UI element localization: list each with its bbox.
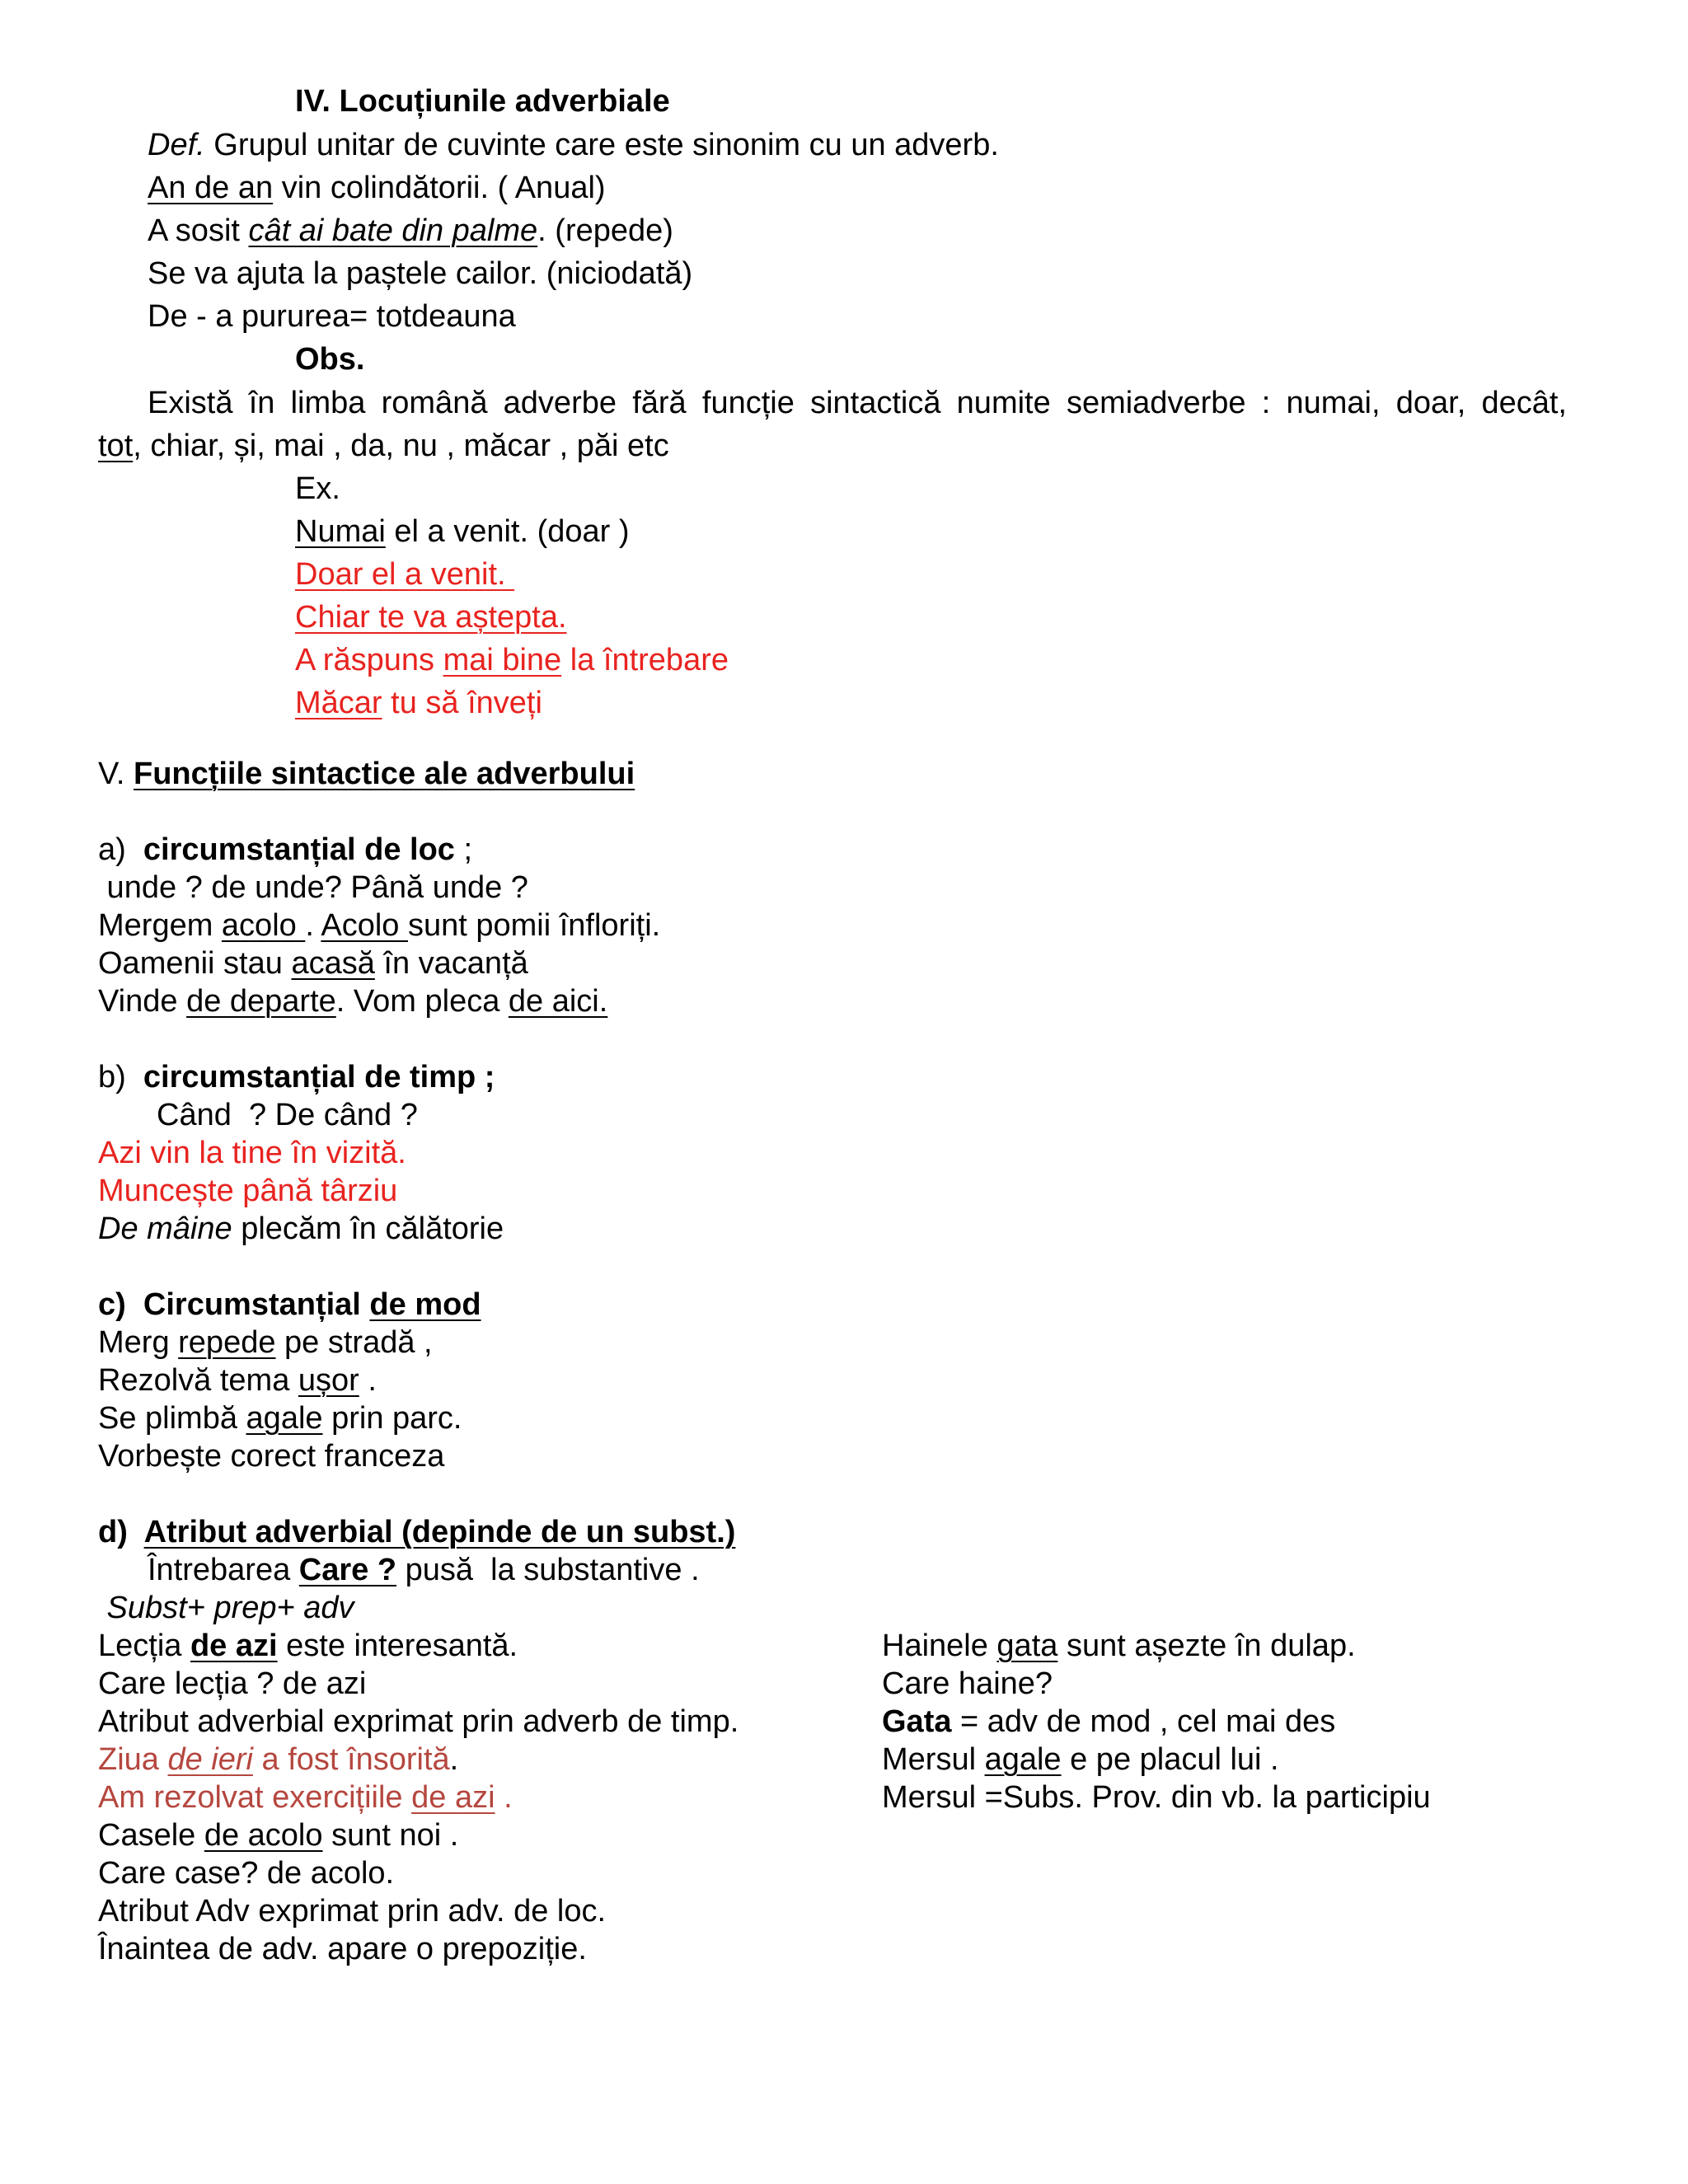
section-number: V. [98, 757, 134, 791]
adverb: de azi [411, 1780, 495, 1815]
d-left-line-4 [98, 1744, 458, 1775]
semiadverb-tot: tot [98, 429, 134, 463]
adverb: de acolo [204, 1818, 323, 1853]
subsection-b-questions: Când ? De când ? [157, 1098, 418, 1132]
text: Ziua [98, 1742, 168, 1777]
text: sunt noi . [322, 1818, 459, 1853]
subsection-c-heading [98, 1289, 481, 1320]
d-right-line-3 [882, 1706, 1335, 1737]
text: Se plimbă [98, 1401, 246, 1436]
adverb: ușor [298, 1363, 359, 1398]
text: plecăm în călătorie [232, 1212, 504, 1246]
semiadverb-example-5 [295, 687, 542, 719]
subsection-d-heading [98, 1516, 735, 1548]
subsection-title: circumstanțial de timp ; [143, 1060, 495, 1094]
adverb: de aici. [508, 984, 608, 1019]
d-left-line-8: Atribut Adv exprimat prin adv. de loc. [98, 1894, 607, 1929]
text: Mergem [98, 908, 222, 943]
formula-subst: Subst [98, 1591, 187, 1625]
subsection-title: c) Circumstanțial [98, 1287, 370, 1322]
text: Întrebarea [148, 1553, 299, 1587]
example-line-2 [148, 215, 673, 246]
subsection-b-line-1: Azi vin la tine în vizită. [98, 1136, 406, 1170]
heading-suffix: ; [454, 832, 473, 867]
obs-label: Obs. [295, 342, 365, 377]
subsection-b-line-2: Muncește până târziu [98, 1174, 398, 1208]
text: Merg [98, 1325, 179, 1360]
adverb: De mâine [98, 1212, 232, 1246]
subsection-c-line-1 [98, 1327, 433, 1358]
example-line-4: De - a pururea= totdeauna [148, 299, 516, 334]
text: Casele [98, 1818, 204, 1853]
subsection-title: Atribut adverbial (depinde de un subst.) [143, 1515, 736, 1549]
text: . [495, 1780, 513, 1815]
adverb: acasă [291, 946, 375, 981]
text: = adv de mod , cel mai des [951, 1704, 1336, 1739]
subsection-b-heading [98, 1062, 495, 1093]
adverb: de ieri [167, 1742, 253, 1777]
semiadverb: Numai [295, 514, 386, 549]
text: pe stradă , [275, 1325, 433, 1360]
semiadverb: Măcar [295, 686, 382, 720]
list-marker: a) [98, 832, 143, 867]
adverb: agale [984, 1742, 1062, 1777]
subsection-d-question [148, 1554, 700, 1586]
d-right-line-1 [882, 1630, 1356, 1661]
d-left-line-5 [98, 1782, 513, 1813]
section-v-title [98, 758, 635, 790]
subsection-c-line-2 [98, 1365, 377, 1396]
definition-text: Grupul unitar de cuvinte care este sinonim cu un adverb. [204, 128, 999, 162]
adverb: repede [178, 1325, 276, 1360]
section-iv-title: IV. Locuțiunile adverbiale [295, 84, 670, 119]
example-text: . (repede) [537, 213, 673, 248]
d-left-line-9: Înaintea de adv. apare o prepoziție. [98, 1932, 587, 1966]
subsection-d-formula [98, 1592, 354, 1624]
subsection-a-line-1 [98, 910, 660, 941]
text: Oamenii stau [98, 946, 292, 981]
adverb: gata [996, 1629, 1058, 1663]
d-right-line-2: Care haine? [882, 1666, 1053, 1701]
text: prin parc. [322, 1401, 462, 1436]
adverb: de azi [190, 1629, 278, 1663]
text: în vacanță [374, 946, 528, 981]
definition-label: Def. [148, 128, 205, 162]
text: Rezolvă tema [98, 1363, 298, 1398]
semiadverb-example-1 [295, 516, 630, 547]
subsection-title: circumstanțial de loc [143, 832, 455, 867]
semiadverb-example-2: Doar el a venit. [295, 557, 515, 592]
text: sunt așezte în dulap. [1057, 1629, 1356, 1663]
d-right-line-5: Mersul =Subs. Prov. din vb. la participiu [882, 1780, 1431, 1815]
d-left-line-7: Care case? de acolo. [98, 1856, 395, 1891]
d-left-line-3: Atribut adverbial exprimat prin adverb de timp. [98, 1704, 739, 1739]
text: Am rezolvat exercițiile [98, 1780, 412, 1815]
section-title: Funcțiile sintactice ale adverbului [133, 757, 635, 791]
d-right-line-4 [882, 1744, 1279, 1775]
subsection-a-heading [98, 834, 472, 865]
subsection-a-line-3 [98, 986, 607, 1017]
adverb: Acolo [321, 908, 408, 943]
subsection-title-underlined: de mod [369, 1287, 481, 1322]
list-marker: b) [98, 1060, 143, 1094]
d-left-line-2: Care lecția ? de azi [98, 1666, 367, 1701]
text: este interesantă. [277, 1629, 518, 1663]
example-line-1 [148, 172, 606, 204]
list-marker: d) [98, 1515, 144, 1549]
text: a fost însorită [252, 1742, 450, 1777]
d-left-line-6 [98, 1820, 458, 1851]
subsection-b-line-3 [98, 1213, 504, 1244]
obs-text-line-2 [98, 430, 669, 462]
adverb: de departe [186, 984, 336, 1019]
example-text: A răspuns [295, 643, 443, 677]
semiadverb-example-3: Chiar te va aștepta. [295, 600, 567, 635]
question-word: Care ? [298, 1553, 397, 1587]
obs-text-line-1: Există în limba română adverbe fără funcție sintactică numite semiadverbe : numai, doar, decât, [148, 386, 1567, 420]
example-locution: An de an [148, 171, 274, 205]
example-line-3: Se va ajuta la paștele cailor. (niciodată) [148, 256, 693, 291]
subsection-a-questions: unde ? de unde? Până unde ? [98, 870, 528, 905]
subsection-a-line-2 [98, 948, 528, 979]
text: . Vom pleca [335, 984, 509, 1019]
text: . [359, 1363, 377, 1398]
adverb: Gata [882, 1704, 952, 1739]
text: Lecția [98, 1629, 190, 1663]
text: pusă la substantive . [396, 1553, 700, 1587]
example-text: tu să înveți [382, 686, 542, 720]
subsection-c-line-3 [98, 1403, 462, 1434]
example-text: A sosit [148, 213, 249, 248]
text: Hainele [882, 1629, 997, 1663]
subsection-c-line-4: Vorbește corect franceza [98, 1439, 445, 1474]
text: . [449, 1742, 459, 1777]
ex-label: Ex. [295, 471, 340, 506]
adverb: agale [246, 1401, 323, 1436]
adverb: acolo [221, 908, 306, 943]
example-locution: cât ai bate din palme [248, 213, 538, 248]
semiadverb-example-4 [295, 644, 729, 676]
example-text: vin colindătorii. ( Anual) [273, 171, 606, 205]
text: sunt pomii înfloriți. [407, 908, 661, 943]
semiadverb: mai bine [443, 643, 562, 677]
obs-text: , chiar, și, mai , da, nu , măcar , păi etc [133, 429, 669, 463]
example-text: el a venit. (doar ) [385, 514, 630, 549]
d-left-line-1 [98, 1630, 518, 1661]
text: e pe placul lui . [1061, 1742, 1279, 1777]
text: . [305, 908, 321, 943]
text: Vinde [98, 984, 187, 1019]
example-text: la întrebare [561, 643, 729, 677]
formula-rest: + prep+ adv [186, 1591, 354, 1625]
text: Mersul [882, 1742, 985, 1777]
definition-line [148, 129, 999, 161]
